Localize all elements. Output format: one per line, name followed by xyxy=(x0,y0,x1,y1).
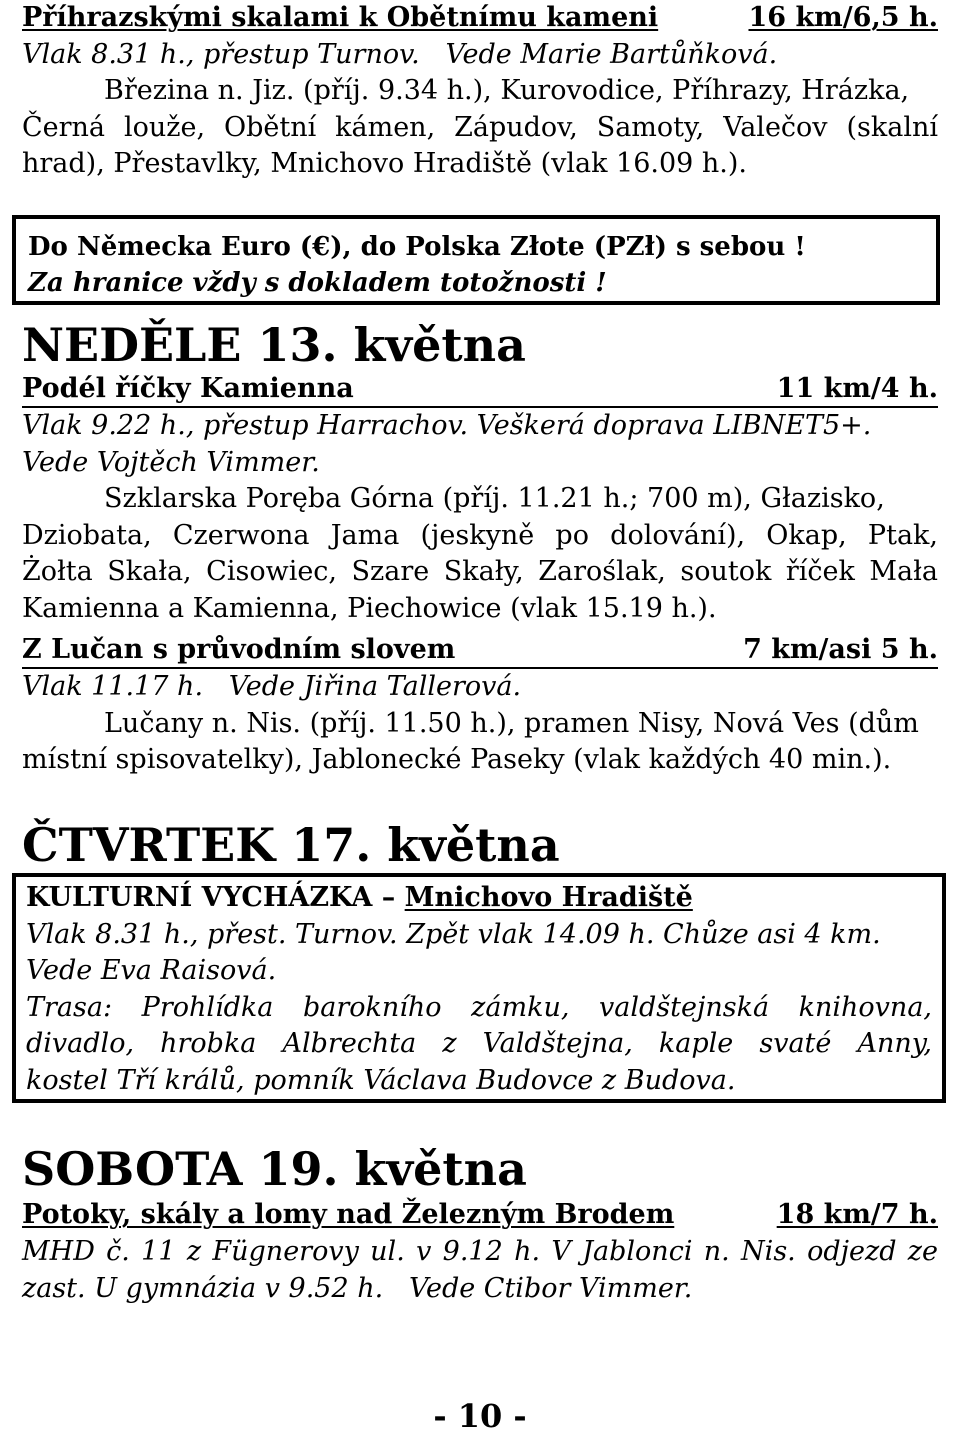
trip-title-row xyxy=(22,372,938,408)
trip-route-line: divadlo, hrobka Albrechta z Valdštejna, kaple svaté Anny, xyxy=(26,1028,932,1059)
trip-title: Potoky, skály a lomy nad Železným Brodem xyxy=(22,1199,675,1230)
trip-title: Příhrazskými skalami k Obětnímu kameni xyxy=(22,2,659,33)
trip-route-line: Szklarska Poręba Górna (příj. 11.21 h.; 700 m), Głazisko, xyxy=(104,483,885,514)
day-heading: NEDĚLE 13. května xyxy=(22,318,526,372)
trip-route-line: Żołta Skała, Cisowiec, Szare Skały, Zaroślak, soutok říček Mała xyxy=(22,556,938,587)
trip-distance: 18 km/7 h. xyxy=(776,1199,938,1230)
cultural-walk-title-row xyxy=(26,880,932,917)
trip-route-line: Černá louže, Obětní kámen, Zápudov, Samoty, Valečov (skalní xyxy=(22,111,938,143)
trip-title-row xyxy=(22,0,938,37)
trip-info: Vlak 9.22 h., přestup Harrachov. Veškerá doprava LIBNET5+. xyxy=(22,410,872,441)
day-heading: ČTVRTEK 17. května xyxy=(22,818,560,872)
trip-info: Vlak 8.31 h., přestup Turnov. Vede Marie Bartůňková. xyxy=(22,38,778,70)
trip-title-row xyxy=(22,1196,938,1234)
trip-distance: 7 km/asi 5 h. xyxy=(743,634,938,665)
trip-title-row xyxy=(22,633,938,669)
day-heading: SOBOTA 19. května xyxy=(22,1142,527,1196)
trip-route-line: kostel Tří králů, pomník Václava Budovce z Budova. xyxy=(26,1064,736,1096)
section-sunday xyxy=(22,318,938,779)
trip-title: Podél říčky Kamienna xyxy=(22,373,354,404)
trip-prihrazy xyxy=(22,0,938,183)
trip-route-line: Kamienna a Kamienna, Piechowice (vlak 15.19 h.). xyxy=(22,592,717,624)
trip-distance: 11 km/4 h. xyxy=(776,373,938,404)
trip-info: Vlak 8.31 h., přest. Turnov. Zpět vlak 14.09 h. Chůze asi 4 km. xyxy=(26,918,881,950)
notice-documents: Za hranice vždy s dokladem totožnosti ! xyxy=(28,268,607,298)
trip-leader: Vede Vojtěch Vimmer. xyxy=(22,446,320,478)
trip-route-line: Březina n. Jiz. (příj. 9.34 h.), Kurovodice, Příhrazy, Hrázka, xyxy=(104,75,910,106)
trip-title: Z Lučan s průvodním slovem xyxy=(22,634,456,665)
cultural-walk-place: Mnichovo Hradiště xyxy=(404,882,693,913)
travel-notice-box xyxy=(12,215,940,305)
trip-info: zast. U gymnázia v 9.52 h. Vede Ctibor Vimmer. xyxy=(22,1272,693,1304)
trip-route-line: místní spisovatelky), Jablonecké Paseky (vlak každých 40 min.). xyxy=(22,744,892,775)
trip-info: Vlak 11.17 h. Vede Jiřina Tallerová. xyxy=(22,671,522,702)
trip-route-line: hrad), Přestavlky, Mnichovo Hradiště (vlak 16.09 h.). xyxy=(22,148,748,179)
section-saturday xyxy=(22,1142,938,1307)
trip-route-line: Dziobata, Czerwona Jama (jeskyně po dolování), Okap, Ptak, xyxy=(22,519,938,551)
notice-currency: Do Německa Euro (€), do Polska Złote (PZł) s sebou ! xyxy=(28,232,806,262)
trip-info: MHD č. 11 z Fügnerovy ul. v 9.12 h. V Jablonci n. Nis. odjezd ze xyxy=(22,1236,938,1267)
cultural-walk-box xyxy=(12,873,946,1103)
cultural-walk-label: KULTURNÍ VYCHÁZKA – xyxy=(26,882,396,913)
trip-route-line: Trasa: Prohlídka barokního zámku, valdštejnská knihovna, xyxy=(26,991,932,1023)
page-number: - 10 - xyxy=(433,1397,527,1435)
trip-route-line: Lučany n. Nis. (příj. 11.50 h.), pramen Nisy, Nová Ves (dům xyxy=(104,707,919,739)
trip-leader: Vede Eva Raisová. xyxy=(26,955,277,986)
trip-distance: 16 km/6,5 h. xyxy=(748,2,938,33)
